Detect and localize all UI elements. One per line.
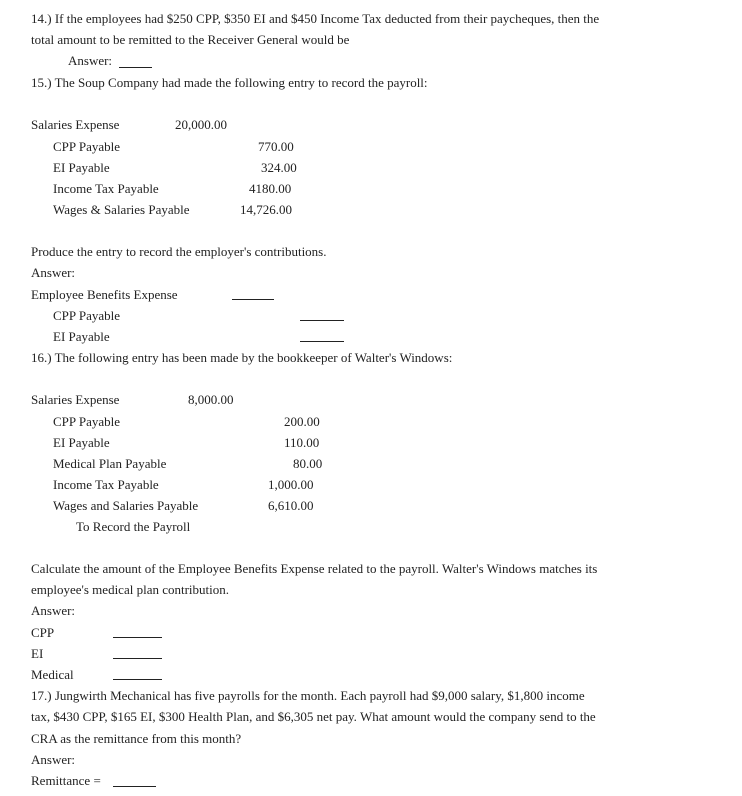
q16-prompt-line1: Calculate the amount of the Employee Benefits Expense related to the payroll. Walter's Windows matches its [31, 561, 598, 576]
q16-answer-line-medical: Medical [31, 667, 74, 682]
q14-answer-blank[interactable] [119, 67, 152, 68]
q15-credit-amount: 4180.00 [249, 181, 292, 196]
q17-remittance-blank[interactable] [113, 786, 156, 787]
q15-cpp-blank[interactable] [300, 320, 344, 321]
q17-text-line1: 17.) Jungwirth Mechanical has five payrolls for the month. Each payroll had $9,000 salary, $1,800 income [31, 688, 585, 703]
q16-intro: 16.) The following entry has been made by the bookkeeper of Walter's Windows: [31, 350, 453, 365]
q16-answer-line-cpp: CPP [31, 625, 55, 640]
q15-debit-account: Salaries Expense [31, 117, 120, 132]
q15-benefits-blank[interactable] [232, 299, 274, 300]
q17-text-line3: CRA as the remittance from this month? [31, 731, 242, 746]
q15-credit-account: EI Payable [53, 160, 110, 175]
q16-answer-label: Answer: [31, 603, 76, 618]
q15-intro: 15.) The Soup Company had made the following entry to record the payroll: [31, 75, 428, 90]
q16-cpp-blank[interactable] [113, 637, 162, 638]
q15-credit-amount: 324.00 [261, 160, 297, 175]
q15-credit-amount: 14,726.00 [240, 202, 292, 217]
q15-answer-line-benefits: Employee Benefits Expense [31, 287, 178, 302]
q17-remittance-label: Remittance = [31, 773, 101, 788]
q15-credit-account: CPP Payable [53, 139, 121, 154]
q16-answer-line-ei: EI [31, 646, 44, 661]
q16-credit-account: CPP Payable [53, 414, 121, 429]
q17-text-line2: tax, $430 CPP, $165 EI, $300 Health Plan, and $6,305 net pay. What amount would the company send to the [31, 709, 596, 724]
q15-credit-account: Wages & Salaries Payable [53, 202, 190, 217]
q14-answer-label: Answer: [68, 53, 113, 68]
q15-answer-line-cpp: CPP Payable [53, 308, 121, 323]
q16-debit-account: Salaries Expense [31, 392, 120, 407]
q16-prompt-line2: employee's medical plan contribution. [31, 582, 230, 597]
q15-credit-amount: 770.00 [258, 139, 294, 154]
q16-credit-amount: 80.00 [293, 456, 323, 471]
q16-credit-amount: 110.00 [284, 435, 320, 450]
q16-credit-account: Income Tax Payable [53, 477, 159, 492]
q16-credit-account: Medical Plan Payable [53, 456, 167, 471]
q16-credit-account: Wages and Salaries Payable [53, 498, 199, 513]
q15-credit-account: Income Tax Payable [53, 181, 159, 196]
q15-answer-label: Answer: [31, 265, 76, 280]
q16-medical-blank[interactable] [113, 679, 162, 680]
q16-ei-blank[interactable] [113, 658, 162, 659]
q15-answer-line-ei: EI Payable [53, 329, 110, 344]
q14-text-line2: total amount to be remitted to the Receiver General would be [31, 32, 350, 47]
q15-ei-blank[interactable] [300, 341, 344, 342]
q14-text-line1: 14.) If the employees had $250 CPP, $350 EI and $450 Income Tax deducted from their paycheques, then the [31, 11, 600, 26]
q16-journal-memo: To Record the Payroll [76, 519, 191, 534]
q16-credit-amount: 1,000.00 [268, 477, 314, 492]
q16-credit-account: EI Payable [53, 435, 110, 450]
q16-debit-amount: 8,000.00 [188, 392, 234, 407]
q16-credit-amount: 6,610.00 [268, 498, 314, 513]
q15-prompt: Produce the entry to record the employer's contributions. [31, 244, 327, 259]
q15-debit-amount: 20,000.00 [175, 117, 227, 132]
q16-credit-amount: 200.00 [284, 414, 320, 429]
q17-answer-label: Answer: [31, 752, 76, 767]
